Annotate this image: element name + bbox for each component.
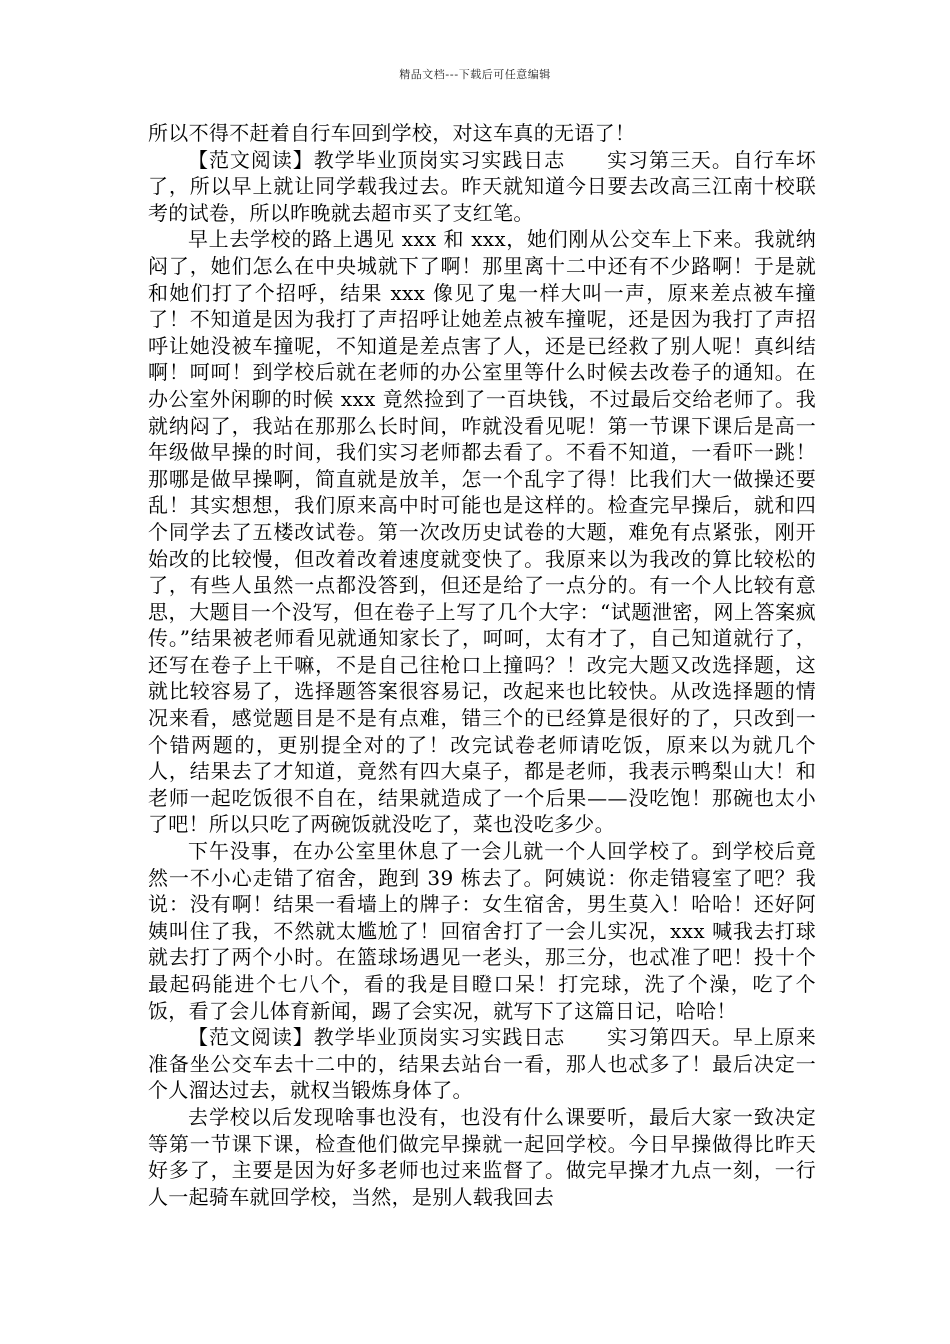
paragraph-day3-afternoon: 下午没事，在办公室里休息了一会儿就一个人回学校了。到学校后竟然一不小心走错了宿舍，跑到 39 栋去了。阿姨说：你走错寝室了吧？我说：没有啊！结果一看墙上的牌子：女生宿舍，男生莫入！哈哈！还好阿姨叫住了我，不然就太尴尬了！回宿舍打了一会儿实况，xxx 喊我去打球就去打了两个小时。在篮球场遇见一老头，那三分，也忒准了吧！投十个最起码能进个七八个，看的我是目瞪口呆！打完球，洗了个澡，吃了个饭，看了会儿体育新闻，踢了会实况，就写下了这篇日记，哈哈！ xyxy=(148,839,816,1023)
paragraph-day4-school: 去学校以后发现啥事也没有，也没有什么课要听，最后大家一致决定等第一节课下课，检查他们做完早操就一起回学校。今日早操做得比昨天好多了，主要是因为好多老师也过来监督了。做完早操才九点一刻，一行人一起骑车就回学校，当然，是别人载我回去 xyxy=(148,1104,816,1209)
paragraph-continuation: 所以不得不赶着自行车回到学校，对这车真的无语了！ xyxy=(148,121,636,145)
paragraph-day3-intro: 【范文阅读】教学毕业顶岗实习实践日志 实习第三天。自行车坏了，所以早上就让同学载我过去。昨天就知道今日要去改高三江南十校联考的试卷，所以昨晚就去超市买了支红笔。 xyxy=(148,147,816,225)
paragraph-day4-intro: 【范文阅读】教学毕业顶岗实习实践日志 实习第四天。早上原来准备坐公交车去十二中的，结果去站台一看，那人也忒多了！最后决定一个人溜达过去，就权当锻炼身体了。 xyxy=(148,1025,816,1103)
paragraph-day3-morning: 早上去学校的路上遇见 xxx 和 xxx，她们刚从公交车上下来。我就纳闷了，她们怎么在中央城就下了啊！那里离十二中还有不少路啊！于是就和她们打了个招呼，结果 xxx 像见了鬼一样大叫一声，原来差点被车撞了！不知道是因为我打了声招呼让她差点被车撞呢，还是因为我打了声招呼让她没被车撞呢，不知道是差点害了人，还是已经救了别人呢！真纠结啊！呵呵！到学校后就在老师的办公室里等什么时候去改卷子的通知。在办公室外闲聊的时候 xxx 竟然捡到了一百块钱，不过最后交给老师了。我就纳闷了，我站在那那么长时间，咋就没看见呢！第一节课下课后是高一年级做早操的时间，我们实习老师都去看了。不看不知道，一看吓一跳！那哪是做早操啊，简直就是放羊，怎一个乱字了得！比我们大一做操还要乱！其实想想，我们原来高中时可能也是这样的。检查完早操后，就和四个同学去了五楼改试卷。第一次改历史试卷的大题，难免有点紧张，刚开始改的比较慢，但改着改着速度就变快了。我原来以为我改的算比较松的了，有些人虽然一点都没答到，但还是给了一点分的。有一个人比较有意思，大题目一个没写，但在卷子上写了几个大字：“试题泄密，网上答案疯传。”结果被老师看见就通知家长了，呵呵，太有才了，自己知道就行了，还写在卷子上干嘛，不是自己往枪口上撞吗？！改完大题又改选择题，这就比较容易了，选择题答案很容易记，改起来也比较快。从改选择题的情况来看，感觉题目是不是有点难，错三个的已经算是很好的了，只改到一个错两题的，更别提全对的了！改完试卷老师请吃饭，原来以为就几个人，结果去了才知道，竟然有四大桌子，都是老师，我表示鸭梨山大！和老师一起吃饭很不自在，结果就造成了一个后果——没吃饱！那碗也太小了吧！所以只吃了两碗饭就没吃了，菜也没吃多少。 xyxy=(148,227,816,837)
document-body xyxy=(148,120,816,1210)
page-header: 精品文档---下载后可任意编辑 xyxy=(399,68,551,81)
